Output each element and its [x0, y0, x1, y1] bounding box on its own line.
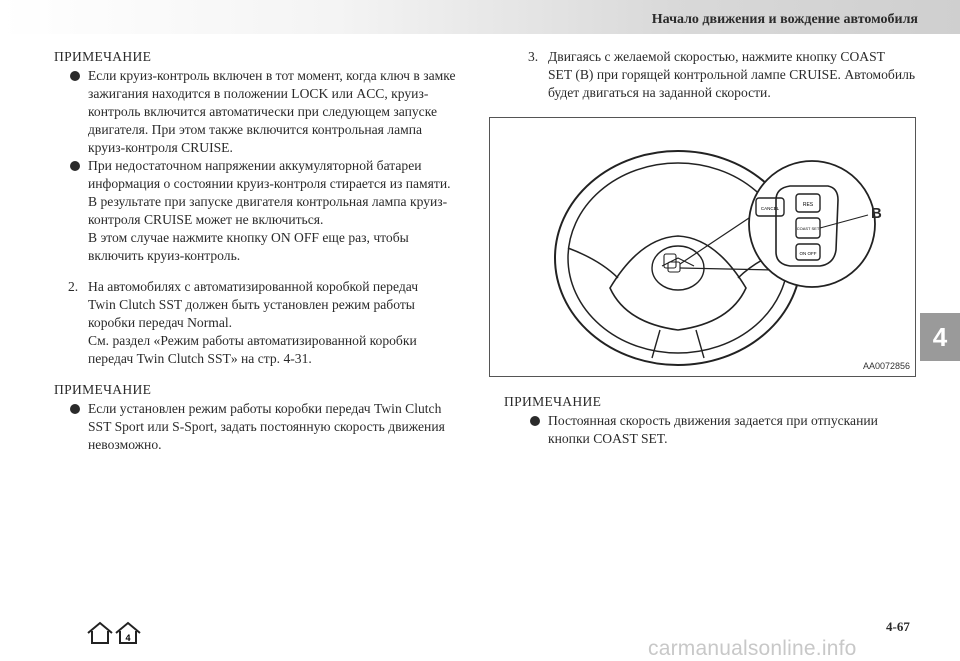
text-line: будет двигаться на заданной скорости.	[548, 85, 771, 100]
text-line: невозможно.	[88, 437, 162, 452]
text-line: информация о состоянии круиз-контроля стирается из памяти.	[88, 176, 451, 191]
text-line: контроля CRUISE может не включиться.	[88, 212, 324, 227]
note-title: ПРИМЕЧАНИЕ	[54, 382, 152, 397]
page-number: 4-67	[886, 619, 910, 634]
text-line: Если круиз-контроль включен в тот момент, когда ключ в замке	[88, 68, 456, 83]
text-line: В результате при запуске двигателя контрольная лампа круиз-	[88, 194, 448, 209]
note-title: ПРИМЕЧАНИЕ	[54, 49, 152, 64]
bullet-icon	[70, 71, 80, 81]
step-number: 3.	[528, 49, 539, 64]
text-line: См. раздел «Режим работы автоматизированной коробки	[88, 333, 417, 348]
text-line: коробки передач Normal.	[88, 315, 233, 330]
text-line: При недостаточном напряжении аккумуляторной батареи	[88, 158, 422, 173]
note-title: ПРИМЕЧАНИЕ	[504, 394, 602, 409]
on-off-button-label: ON OFF	[799, 251, 817, 256]
text-line: SET (B) при горящей контрольной лампе CRUISE. Автомобиль	[548, 67, 916, 82]
text-line: круиз-контроля CRUISE.	[88, 140, 233, 155]
left-column	[54, 48, 474, 454]
res-button-label: RES	[802, 202, 814, 208]
text-line: Twin Clutch SST должен быть установлен режим работы	[88, 297, 415, 312]
bullet-icon	[70, 404, 80, 414]
text-line: В этом случае нажмите кнопку ON OFF еще раз, чтобы	[88, 230, 409, 245]
note-bullet	[514, 412, 924, 448]
figure-label-b: B	[871, 205, 882, 222]
text-line: Двигаясь с желаемой скоростью, нажмите кнопку COAST	[548, 49, 885, 64]
chapter-home-label: 4	[125, 633, 131, 643]
text-line: двигателя. При этом также включится контрольная лампа	[88, 122, 423, 137]
text-line: зажигания находится в положении LOCK или ACC, круиз-	[88, 86, 429, 101]
steering-wheel-illustration	[490, 118, 915, 376]
home-icon[interactable]	[88, 623, 112, 643]
text-line: Постоянная скорость движения задается при отпускании	[548, 413, 878, 428]
note-bullet	[54, 67, 474, 157]
cancel-button-label: CANCEL	[760, 206, 780, 211]
text-line: контроль включится автоматически при следующем запуске	[88, 104, 437, 119]
bullet-icon	[530, 416, 540, 426]
chapter-tab[interactable]: 4	[920, 313, 960, 361]
navigation-icons	[86, 621, 142, 650]
text-line: включить круиз-контроль.	[88, 248, 241, 263]
chapter-home-icon[interactable]	[116, 623, 140, 643]
watermark: carmanualsonline.info	[648, 637, 857, 660]
right-column	[514, 48, 924, 102]
note-bullet	[54, 400, 474, 454]
text-line: Если установлен режим работы коробки передач Twin Clutch	[88, 401, 442, 416]
step-number: 2.	[68, 279, 79, 294]
right-note	[504, 393, 924, 448]
step-2	[54, 278, 474, 368]
figure-code: AA0072856	[862, 361, 910, 371]
note-bullet	[54, 157, 474, 265]
text-line: На автомобилях с автоматизированной коробкой передач	[88, 279, 419, 294]
section-title: Начало движения и вождение автомобиля	[651, 12, 918, 27]
step-3	[514, 48, 924, 102]
steering-wheel-figure	[489, 117, 916, 377]
coast-set-button-label: COAST SET	[796, 226, 820, 231]
text-line: SST Sport или S-Sport, задать постоянную скорость движения	[88, 419, 445, 434]
bullet-icon	[70, 161, 80, 171]
text-line: кнопки COAST SET.	[548, 431, 668, 446]
text-line: передач Twin Clutch SST» на стр. 4-31.	[88, 351, 312, 366]
